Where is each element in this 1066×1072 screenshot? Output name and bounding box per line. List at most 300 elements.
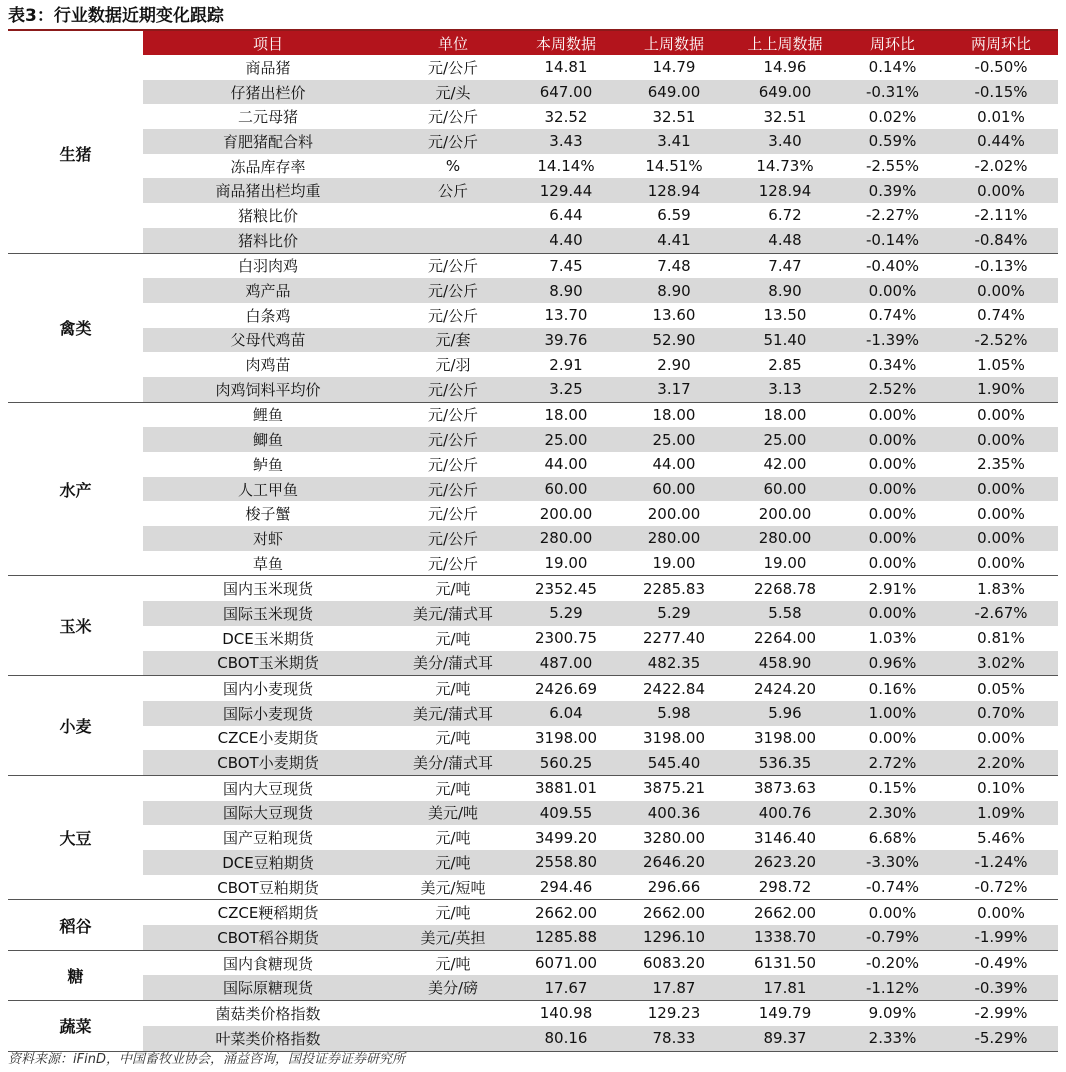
this-week-value-cell: 3881.01 — [534, 779, 598, 798]
wow-change-cell: 0.39% — [841, 178, 944, 203]
two-week-change-cell: -0.39% — [944, 975, 1058, 1000]
table-row — [8, 576, 1058, 601]
last-week-value-cell: 128.94 — [619, 178, 729, 203]
category-label: 禽类 — [8, 253, 143, 402]
item-name-cell: 商品猪 — [245, 58, 291, 77]
item-name-cell: 国际大豆现货 — [143, 801, 393, 826]
item-name-cell: 鲤鱼 — [252, 406, 283, 425]
this-week-value-cell: 129.44 — [513, 178, 619, 203]
table-title: 表3：行业数据近期变化跟踪 — [8, 6, 224, 26]
table-row — [8, 801, 1058, 826]
item-name-cell: 国产豆粕现货 — [222, 829, 313, 848]
category-label: 玉米 — [8, 576, 143, 676]
two-weeks-ago-value-cell: 14.96 — [763, 58, 807, 77]
item-name-cell: 猪粮比价 — [237, 206, 298, 225]
two-weeks-ago-value-cell: 3.40 — [729, 129, 841, 154]
wow-change-cell: -0.74% — [841, 875, 944, 900]
two-weeks-ago-value-cell: 6131.50 — [753, 954, 817, 973]
two-week-change-cell: 0.00% — [944, 551, 1058, 576]
this-week-value-cell: 44.00 — [544, 455, 588, 474]
two-week-change-cell: -2.02% — [974, 157, 1028, 176]
two-weeks-ago-value-cell: 1338.70 — [729, 925, 841, 950]
this-week-value-cell: 3.25 — [513, 377, 619, 402]
item-name-cell: 育肥猪配合料 — [143, 129, 393, 154]
unit-cell: 元/吨 — [435, 680, 471, 699]
last-week-value-cell: 200.00 — [647, 504, 701, 523]
two-week-change-cell: 0.00% — [977, 903, 1025, 922]
two-week-change-cell: -2.11% — [974, 206, 1028, 225]
this-week-value-cell: 3198.00 — [534, 728, 598, 747]
two-weeks-ago-value-cell: 8.90 — [729, 278, 841, 303]
wow-change-cell: 0.00% — [841, 526, 944, 551]
two-week-change-cell: -0.50% — [974, 58, 1028, 77]
item-name-cell: 国际原糖现货 — [143, 975, 393, 1000]
last-week-value-cell: 400.36 — [619, 801, 729, 826]
table-row — [8, 900, 1058, 925]
wow-change-cell: -1.39% — [841, 328, 944, 353]
this-week-value-cell: 2662.00 — [534, 903, 598, 922]
industry-data-table — [8, 31, 1058, 1052]
two-week-change-cell: 0.00% — [944, 178, 1058, 203]
unit-cell: 元/公斤 — [427, 406, 479, 425]
item-name-cell: 人工甲鱼 — [143, 477, 393, 502]
wow-change-cell: -3.30% — [841, 850, 944, 875]
unit-cell: 元/吨 — [435, 629, 471, 648]
this-week-value-cell: 2.91 — [549, 355, 583, 374]
table-row — [8, 601, 1058, 626]
unit-cell: 元/公斤 — [393, 477, 513, 502]
two-weeks-ago-value-cell: 14.73% — [756, 157, 814, 176]
two-week-change-cell: -2.67% — [944, 601, 1058, 626]
unit-cell: 元/吨 — [435, 954, 471, 973]
two-weeks-ago-value-cell: 536.35 — [729, 750, 841, 775]
item-name-cell: 白羽肉鸡 — [237, 257, 298, 276]
item-name-cell: 鲈鱼 — [252, 455, 283, 474]
table-row — [8, 501, 1058, 526]
two-weeks-ago-value-cell: 3.13 — [729, 377, 841, 402]
item-name-cell: 猪料比价 — [143, 228, 393, 253]
last-week-value-cell: 14.79 — [652, 58, 696, 77]
header-item: 项目 — [143, 31, 393, 55]
wow-change-cell: 0.00% — [841, 551, 944, 576]
two-weeks-ago-value-cell: 458.90 — [729, 651, 841, 676]
item-name-cell: 国际小麦现货 — [143, 701, 393, 726]
two-week-change-cell: 0.01% — [977, 107, 1025, 126]
item-name-cell: 冻品库存率 — [230, 157, 306, 176]
item-name-cell: CZCE小麦期货 — [217, 729, 319, 748]
unit-cell: 元/公斤 — [427, 58, 479, 77]
two-week-change-cell: 0.44% — [944, 129, 1058, 154]
item-name-cell: 国际玉米现货 — [143, 601, 393, 626]
this-week-value-cell: 487.00 — [513, 651, 619, 676]
two-week-change-cell: 0.70% — [944, 701, 1058, 726]
last-week-value-cell: 2646.20 — [619, 850, 729, 875]
this-week-value-cell: 647.00 — [513, 80, 619, 105]
two-week-change-cell: -5.29% — [944, 1026, 1058, 1051]
table-row — [8, 676, 1058, 701]
two-week-change-cell: -1.99% — [944, 925, 1058, 950]
last-week-value-cell: 2.90 — [657, 355, 691, 374]
table-row — [8, 278, 1058, 303]
wow-change-cell: -0.40% — [865, 256, 920, 275]
item-name-cell: 对虾 — [143, 526, 393, 551]
unit-cell: 元/吨 — [435, 829, 471, 848]
table-row — [8, 154, 1058, 179]
table-row — [8, 253, 1058, 278]
table-row — [8, 178, 1058, 203]
two-week-change-cell: 0.00% — [944, 427, 1058, 452]
two-week-change-cell: 5.46% — [977, 828, 1025, 847]
header-last-week: 上周数据 — [619, 31, 729, 55]
wow-change-cell: 1.03% — [868, 629, 917, 648]
this-week-value-cell: 2352.45 — [534, 579, 598, 598]
table-row — [8, 129, 1058, 154]
unit-cell: 美分/蒲式耳 — [393, 651, 513, 676]
table-row — [8, 427, 1058, 452]
unit-cell — [393, 1001, 513, 1026]
last-week-value-cell: 6083.20 — [642, 954, 706, 973]
wow-change-cell: 0.15% — [868, 779, 917, 798]
this-week-value-cell: 8.90 — [513, 278, 619, 303]
table-row — [8, 228, 1058, 253]
item-name-cell: 鲫鱼 — [143, 427, 393, 452]
wow-change-cell: 0.02% — [868, 107, 917, 126]
this-week-value-cell: 80.16 — [513, 1026, 619, 1051]
two-week-change-cell: -0.84% — [944, 228, 1058, 253]
item-name-cell: 叶菜类价格指数 — [143, 1026, 393, 1051]
two-week-change-cell: 1.90% — [944, 377, 1058, 402]
item-name-cell: 商品猪出栏均重 — [143, 178, 393, 203]
two-week-change-cell: 0.00% — [944, 278, 1058, 303]
item-name-cell: 国内食糖现货 — [222, 954, 313, 973]
unit-cell: 美分/蒲式耳 — [393, 750, 513, 775]
table-row — [8, 850, 1058, 875]
unit-cell: 元/吨 — [435, 729, 471, 748]
this-week-value-cell: 7.45 — [549, 256, 583, 275]
this-week-value-cell: 560.25 — [513, 750, 619, 775]
this-week-value-cell: 140.98 — [539, 1004, 593, 1023]
last-week-value-cell: 3.41 — [619, 129, 729, 154]
two-week-change-cell: 0.05% — [977, 679, 1025, 698]
two-weeks-ago-value-cell: 13.50 — [763, 306, 807, 325]
two-weeks-ago-value-cell: 2264.00 — [753, 629, 817, 648]
item-name-cell: 国内大豆现货 — [222, 779, 313, 798]
wow-change-cell: 0.16% — [868, 679, 917, 698]
two-week-change-cell: -0.72% — [944, 875, 1058, 900]
unit-cell — [393, 1026, 513, 1051]
header-this-week: 本周数据 — [513, 31, 619, 55]
wow-change-cell: -1.12% — [841, 975, 944, 1000]
unit-cell: 元/公斤 — [427, 108, 479, 127]
last-week-value-cell: 4.41 — [619, 228, 729, 253]
two-weeks-ago-value-cell: 2662.00 — [753, 903, 817, 922]
category-label: 稻谷 — [8, 900, 143, 950]
wow-change-cell: 0.00% — [841, 278, 944, 303]
two-weeks-ago-value-cell: 2268.78 — [753, 579, 817, 598]
wow-change-cell: 2.91% — [868, 579, 917, 598]
two-weeks-ago-value-cell: 5.58 — [729, 601, 841, 626]
table-row — [8, 1001, 1058, 1026]
two-weeks-ago-value-cell: 649.00 — [729, 80, 841, 105]
wow-change-cell: 0.00% — [868, 903, 917, 922]
wow-change-cell: 0.00% — [841, 427, 944, 452]
header-row — [8, 31, 1058, 55]
unit-cell: 美分/磅 — [393, 975, 513, 1000]
table-row — [8, 452, 1058, 477]
last-week-value-cell: 14.51% — [645, 157, 703, 176]
this-week-value-cell: 17.67 — [513, 975, 619, 1000]
two-week-change-cell: 0.74% — [977, 306, 1025, 325]
header-wow: 周环比 — [841, 31, 944, 55]
wow-change-cell: 0.59% — [841, 129, 944, 154]
wow-change-cell: 9.09% — [868, 1004, 917, 1023]
wow-change-cell: 2.33% — [841, 1026, 944, 1051]
two-weeks-ago-value-cell: 400.76 — [729, 801, 841, 826]
unit-cell: 美元/英担 — [393, 925, 513, 950]
unit-cell: 元/公斤 — [393, 427, 513, 452]
category-label: 小麦 — [8, 676, 143, 776]
this-week-value-cell: 25.00 — [513, 427, 619, 452]
item-name-cell: 肉鸡苗 — [245, 356, 291, 375]
table-row — [8, 975, 1058, 1000]
two-weeks-ago-value-cell: 2623.20 — [729, 850, 841, 875]
table-row — [8, 551, 1058, 576]
this-week-value-cell: 409.55 — [513, 801, 619, 826]
this-week-value-cell: 18.00 — [544, 405, 588, 424]
wow-change-cell: -0.20% — [865, 954, 920, 973]
two-weeks-ago-value-cell: 298.72 — [729, 875, 841, 900]
wow-change-cell: 0.14% — [868, 58, 917, 77]
item-name-cell: 仔猪出栏价 — [143, 80, 393, 105]
last-week-value-cell: 7.48 — [657, 256, 691, 275]
unit-cell: 元/公斤 — [393, 551, 513, 576]
two-week-change-cell: 2.35% — [977, 455, 1025, 474]
this-week-value-cell: 14.81 — [544, 58, 588, 77]
last-week-value-cell: 129.23 — [647, 1004, 701, 1023]
table-row — [8, 526, 1058, 551]
item-name-cell: 草鱼 — [143, 551, 393, 576]
table-row — [8, 402, 1058, 427]
unit-cell: 元/公斤 — [427, 257, 479, 276]
wow-change-cell: 1.00% — [841, 701, 944, 726]
header-two-week-change: 两周环比 — [944, 31, 1058, 55]
unit-cell: % — [445, 157, 461, 176]
this-week-value-cell: 13.70 — [544, 306, 588, 325]
unit-cell: 美元/短吨 — [393, 875, 513, 900]
two-weeks-ago-value-cell: 4.48 — [729, 228, 841, 253]
two-week-change-cell: 0.00% — [944, 477, 1058, 502]
this-week-value-cell: 294.46 — [513, 875, 619, 900]
two-week-change-cell: 0.00% — [977, 405, 1025, 424]
this-week-value-cell: 2300.75 — [534, 629, 598, 648]
two-weeks-ago-value-cell: 7.47 — [768, 256, 802, 275]
two-weeks-ago-value-cell: 42.00 — [763, 455, 807, 474]
last-week-value-cell: 649.00 — [619, 80, 729, 105]
two-week-change-cell: 0.10% — [977, 779, 1025, 798]
two-weeks-ago-value-cell: 18.00 — [763, 405, 807, 424]
unit-cell: 元/公斤 — [393, 526, 513, 551]
table-row — [8, 775, 1058, 800]
wow-change-cell: -2.55% — [865, 157, 920, 176]
this-week-value-cell: 19.00 — [513, 551, 619, 576]
table-row — [8, 726, 1058, 751]
last-week-value-cell: 296.66 — [619, 875, 729, 900]
table-row — [8, 651, 1058, 676]
last-week-value-cell: 545.40 — [619, 750, 729, 775]
last-week-value-cell: 2285.83 — [642, 579, 706, 598]
wow-change-cell: 0.00% — [868, 405, 917, 424]
table-row — [8, 950, 1058, 975]
two-weeks-ago-value-cell: 17.81 — [729, 975, 841, 1000]
this-week-value-cell: 2426.69 — [534, 679, 598, 698]
table-row — [8, 875, 1058, 900]
two-weeks-ago-value-cell: 89.37 — [729, 1026, 841, 1051]
last-week-value-cell: 3875.21 — [642, 779, 706, 798]
unit-cell: 元/羽 — [435, 356, 471, 375]
this-week-value-cell: 6.44 — [549, 206, 583, 225]
category-label: 水产 — [8, 402, 143, 576]
wow-change-cell: 0.00% — [868, 728, 917, 747]
unit-cell: 元/头 — [393, 80, 513, 105]
source-note: 资料来源：iFinD，中国畜牧业协会，涌益咨询，国投证券证券研究所 — [8, 1052, 405, 1067]
table-row — [8, 377, 1058, 402]
this-week-value-cell: 60.00 — [513, 477, 619, 502]
item-name-cell: 国内小麦现货 — [222, 680, 313, 699]
item-name-cell: 肉鸡饲料平均价 — [143, 377, 393, 402]
last-week-value-cell: 482.35 — [619, 651, 729, 676]
unit-cell: 美元/蒲式耳 — [393, 601, 513, 626]
table-row — [8, 701, 1058, 726]
category-label: 大豆 — [8, 775, 143, 899]
item-name-cell: 二元母猪 — [237, 108, 298, 127]
table-row — [8, 750, 1058, 775]
item-name-cell: 梭子蟹 — [245, 505, 291, 524]
last-week-value-cell: 32.51 — [652, 107, 696, 126]
two-week-change-cell: 0.81% — [977, 629, 1025, 648]
wow-change-cell: 2.72% — [841, 750, 944, 775]
last-week-value-cell: 1296.10 — [619, 925, 729, 950]
table-row — [8, 328, 1058, 353]
item-name-cell: CZCE粳稻期货 — [217, 904, 319, 923]
this-week-value-cell: 2558.80 — [513, 850, 619, 875]
two-weeks-ago-value-cell: 2.85 — [768, 355, 802, 374]
table-row — [8, 626, 1058, 651]
category-label: 生猪 — [8, 55, 143, 253]
two-week-change-cell: 0.00% — [977, 728, 1025, 747]
two-weeks-ago-value-cell: 32.51 — [763, 107, 807, 126]
this-week-value-cell: 1285.88 — [513, 925, 619, 950]
two-weeks-ago-value-cell: 60.00 — [729, 477, 841, 502]
two-week-change-cell: -1.24% — [944, 850, 1058, 875]
unit-cell: 公斤 — [393, 178, 513, 203]
this-week-value-cell: 6071.00 — [534, 954, 598, 973]
two-week-change-cell: -2.52% — [944, 328, 1058, 353]
last-week-value-cell: 60.00 — [619, 477, 729, 502]
wow-change-cell: 6.68% — [868, 828, 917, 847]
header-unit: 单位 — [393, 31, 513, 55]
table-row — [8, 80, 1058, 105]
unit-cell: 元/吨 — [393, 850, 513, 875]
two-week-change-cell: 2.20% — [944, 750, 1058, 775]
two-weeks-ago-value-cell: 5.96 — [729, 701, 841, 726]
item-name-cell: CBOT稻谷期货 — [143, 925, 393, 950]
last-week-value-cell: 3.17 — [619, 377, 729, 402]
unit-cell — [393, 228, 513, 253]
unit-cell: 元/吨 — [435, 904, 471, 923]
this-week-value-cell: 5.29 — [513, 601, 619, 626]
unit-cell: 元/公斤 — [427, 306, 479, 325]
table-row — [8, 303, 1058, 328]
table-row — [8, 352, 1058, 377]
this-week-value-cell: 3.43 — [513, 129, 619, 154]
last-week-value-cell: 2277.40 — [642, 629, 706, 648]
this-week-value-cell: 39.76 — [513, 328, 619, 353]
wow-change-cell: 0.74% — [868, 306, 917, 325]
wow-change-cell: 0.00% — [841, 477, 944, 502]
this-week-value-cell: 200.00 — [539, 504, 593, 523]
two-week-change-cell: 3.02% — [944, 651, 1058, 676]
two-week-change-cell: 1.05% — [977, 355, 1025, 374]
wow-change-cell: 2.30% — [841, 801, 944, 826]
wow-change-cell: 0.00% — [841, 601, 944, 626]
unit-cell: 元/吨 — [435, 779, 471, 798]
this-week-value-cell: 280.00 — [513, 526, 619, 551]
this-week-value-cell: 14.14% — [537, 157, 595, 176]
unit-cell — [393, 203, 513, 228]
last-week-value-cell: 52.90 — [619, 328, 729, 353]
item-name-cell: 菌菇类价格指数 — [215, 1004, 321, 1023]
last-week-value-cell: 13.60 — [652, 306, 696, 325]
table-row — [8, 925, 1058, 950]
item-name-cell: DCE玉米期货 — [222, 629, 314, 648]
two-week-change-cell: 0.00% — [977, 504, 1025, 523]
category-label: 糖 — [8, 950, 143, 1000]
wow-change-cell: 0.96% — [841, 651, 944, 676]
item-name-cell: 父母代鸡苗 — [143, 328, 393, 353]
item-name-cell: CBOT豆粕期货 — [143, 875, 393, 900]
last-week-value-cell: 8.90 — [619, 278, 729, 303]
two-weeks-ago-value-cell: 280.00 — [729, 526, 841, 551]
two-weeks-ago-value-cell: 19.00 — [729, 551, 841, 576]
category-label: 蔬菜 — [8, 1001, 143, 1051]
table-row — [8, 825, 1058, 850]
last-week-value-cell: 78.33 — [619, 1026, 729, 1051]
unit-cell: 元/公斤 — [427, 455, 479, 474]
unit-cell: 元/公斤 — [393, 377, 513, 402]
unit-cell: 元/公斤 — [427, 505, 479, 524]
wow-change-cell: 0.00% — [868, 504, 917, 523]
two-week-change-cell: -0.15% — [944, 80, 1058, 105]
two-weeks-ago-value-cell: 25.00 — [729, 427, 841, 452]
two-week-change-cell: 0.00% — [944, 526, 1058, 551]
unit-cell: 元/公斤 — [393, 129, 513, 154]
last-week-value-cell: 17.87 — [619, 975, 729, 1000]
unit-cell: 元/公斤 — [393, 278, 513, 303]
header-blank — [8, 31, 143, 55]
wow-change-cell: -0.14% — [841, 228, 944, 253]
item-name-cell: 鸡产品 — [143, 278, 393, 303]
wow-change-cell: 0.00% — [868, 455, 917, 474]
two-week-change-cell: -2.99% — [974, 1004, 1028, 1023]
two-week-change-cell: -0.13% — [974, 256, 1028, 275]
wow-change-cell: 0.34% — [868, 355, 917, 374]
unit-cell: 美元/蒲式耳 — [393, 701, 513, 726]
two-weeks-ago-value-cell: 200.00 — [758, 504, 812, 523]
this-week-value-cell: 32.52 — [544, 107, 588, 126]
last-week-value-cell: 25.00 — [619, 427, 729, 452]
two-week-change-cell: 1.09% — [944, 801, 1058, 826]
table-row — [8, 104, 1058, 129]
